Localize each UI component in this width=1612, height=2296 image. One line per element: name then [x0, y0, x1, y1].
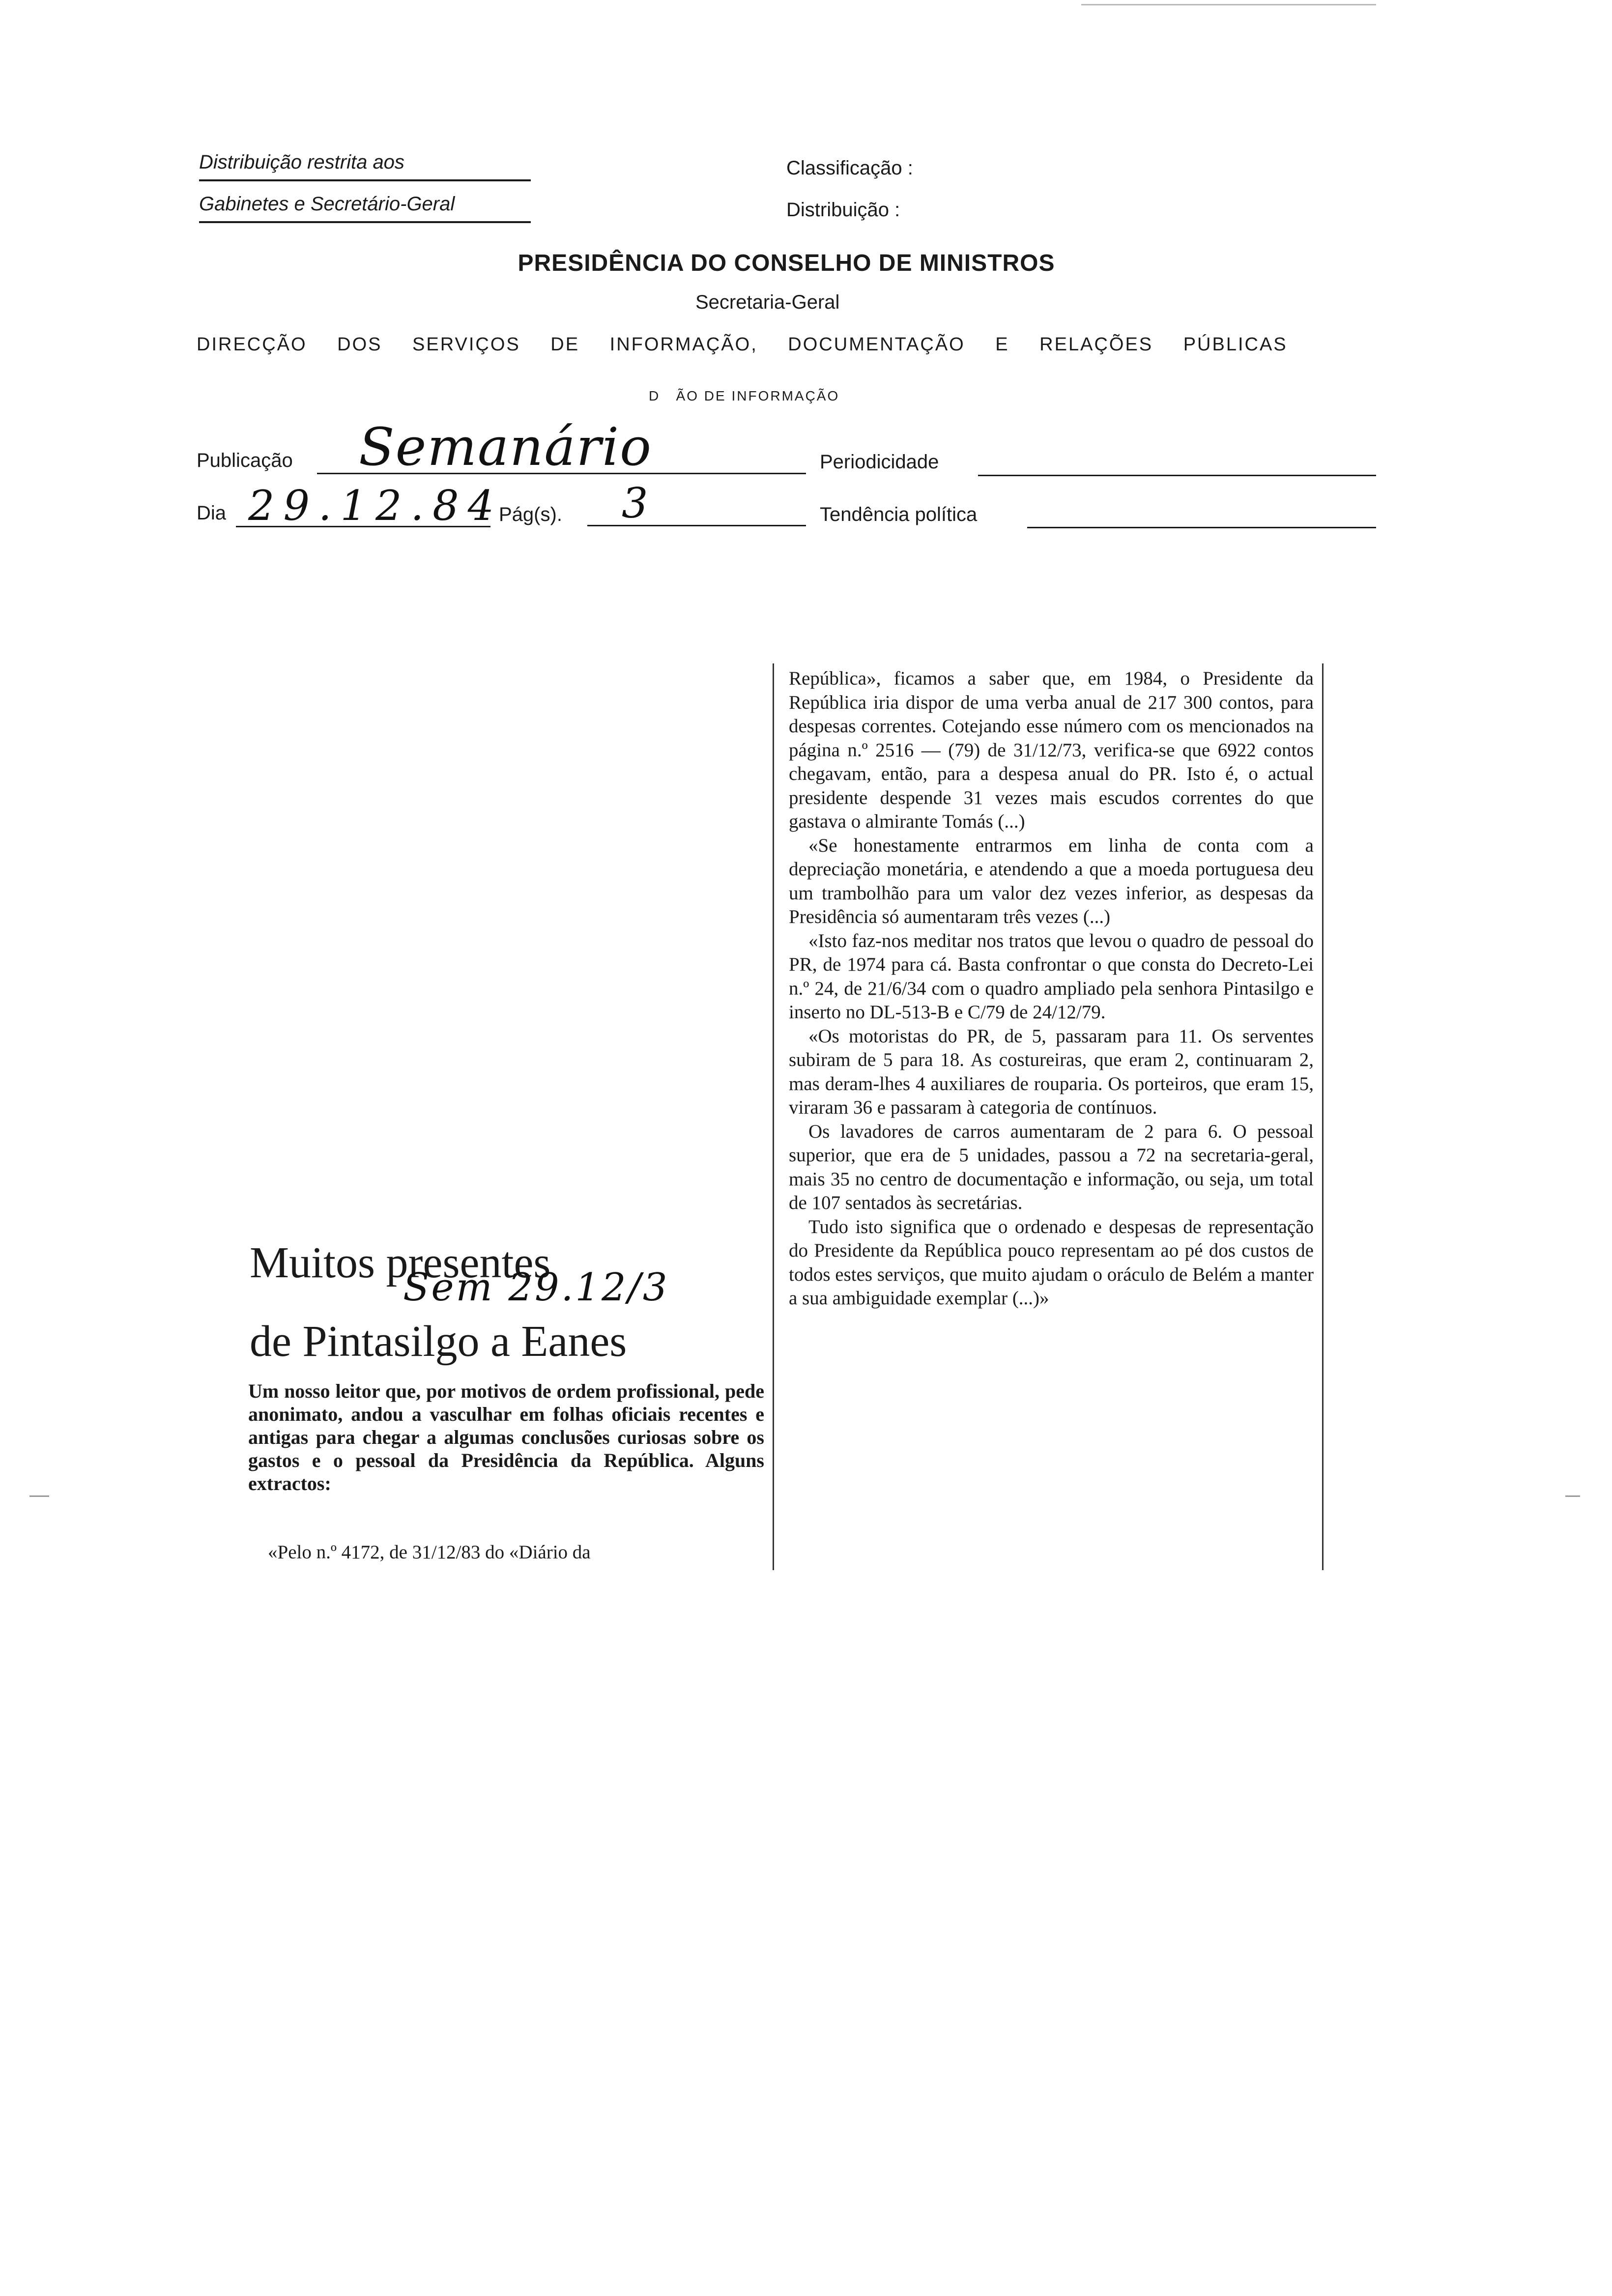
article-headline-line2: de Pintasilgo a Eanes: [250, 1317, 627, 1366]
scan-artifact-top: [1081, 4, 1376, 5]
scan-artifact-right: [1565, 1495, 1580, 1497]
presidency-title: PRESIDÊNCIA DO CONSELHO DE MINISTROS: [518, 250, 1055, 276]
tendency-line: [1027, 527, 1376, 528]
body-paragraph: «Os motoristas do PR, de 5, passaram para 11. Os serventes subiram de 5 para 18. As costureiras, que eram 2, continuaram 2, mas deram-lhes 4 auxiliares de rouparia. Os porteiros, que eram 15, viraram 36 e passaram à categoria de contínuos.: [789, 1025, 1314, 1118]
tendency-label: Tendência política: [820, 504, 978, 525]
periodicity-label: Periodicidade: [820, 451, 939, 473]
article-body-right-column: [789, 667, 1314, 1311]
publication-label: Publicação: [197, 450, 293, 471]
body-paragraph: «Se honestamente entrarmos em linha de conta com a depreciação monetária, e atendendo a que a moeda portuguesa deu um trambolhão para um valor dez vezes inferior, as despesas da Presidência só aumentaram três vezes (...): [789, 834, 1314, 927]
division-title: D ÃO DE INFORMAÇÃO: [649, 388, 840, 403]
column-rule-right: [1322, 663, 1324, 1570]
scan-artifact-left: [29, 1495, 49, 1497]
article-headline-line1: Muitos presentes: [250, 1238, 551, 1287]
body-paragraph: Tudo isto significa que o ordenado e despesas de representação do Presidente da República pouco representam ao pé dos custos de todos estes serviços, que muito ajudam o oráculo de Belém a manter a sua ambiguidade exemplar (...)»: [789, 1216, 1314, 1309]
periodicity-line: [978, 475, 1376, 476]
distribution-label: Distribuição :: [786, 199, 900, 221]
distribution-restricted-line1: Distribuição restrita aos: [199, 151, 404, 173]
pages-line: [587, 525, 806, 526]
article-lead: Um nosso leitor que, por motivos de ordem profissional, pede anonimato, andou a vasculhar em folhas oficiais recentes e antigas para chegar a algumas conclusões curiosas sobre os gastos e o pessoal da Presidência da República. Alguns extractos:: [248, 1380, 764, 1494]
classification-label: Classificação :: [786, 157, 913, 179]
publication-handwritten-value: Semanário: [359, 417, 652, 477]
pages-label: Pág(s).: [499, 504, 562, 525]
handwritten-clipping-note: Sem 29.12/3: [403, 1265, 669, 1310]
column-rule-left: [773, 663, 774, 1570]
distribution-underline-2: [199, 221, 531, 223]
direction-title: DIRECÇÃO DOS SERVIÇOS DE INFORMAÇÃO, DOCUMENTAÇÃO E RELAÇÕES PÚBLICAS: [197, 334, 1288, 355]
secretariat-title: Secretaria-Geral: [695, 291, 840, 313]
distribution-underline-1: [199, 179, 531, 181]
body-paragraph: Os lavadores de carros aumentaram de 2 para 6. O pessoal superior, que era de 5 unidades, passou a 72 na secretaria-geral, mais 35 no centro de documentação e informação, ou seja, um total de 107 sentados às secretárias.: [789, 1120, 1314, 1213]
pages-handwritten-value: 3: [622, 479, 648, 527]
day-label: Dia: [197, 502, 227, 524]
day-handwritten-value: 29.12.84: [248, 482, 503, 530]
body-paragraph: República», ficamos a saber que, em 1984, o Presidente da República iria dispor de uma verba anual de 217 300 contos, para despesas correntes. Cotejando esse número com os mencionados na página n.º 2516 — (79) de 31/12/73, verifica-se que 6922 contos chegavam, então, para a despesa anual do PR. Isto é, o actual presidente despende 31 vezes mais escudos correntes do que gastava o almirante Tomás (...): [789, 668, 1314, 832]
distribution-restricted-line2: Gabinetes e Secretário-Geral: [199, 193, 455, 215]
article-first-line: «Pelo n.º 4172, de 31/12/83 do «Diário da: [268, 1542, 591, 1563]
body-paragraph: «Isto faz-nos meditar nos tratos que levou o quadro de pessoal do PR, de 1974 para cá. Basta confrontar o que consta do Decreto-Lei n.º 24, de 21/6/34 com o quadro ampliado pela senhora Pintasilgo e inserto no DL-513-B e C/79 de 24/12/79.: [789, 930, 1314, 1023]
